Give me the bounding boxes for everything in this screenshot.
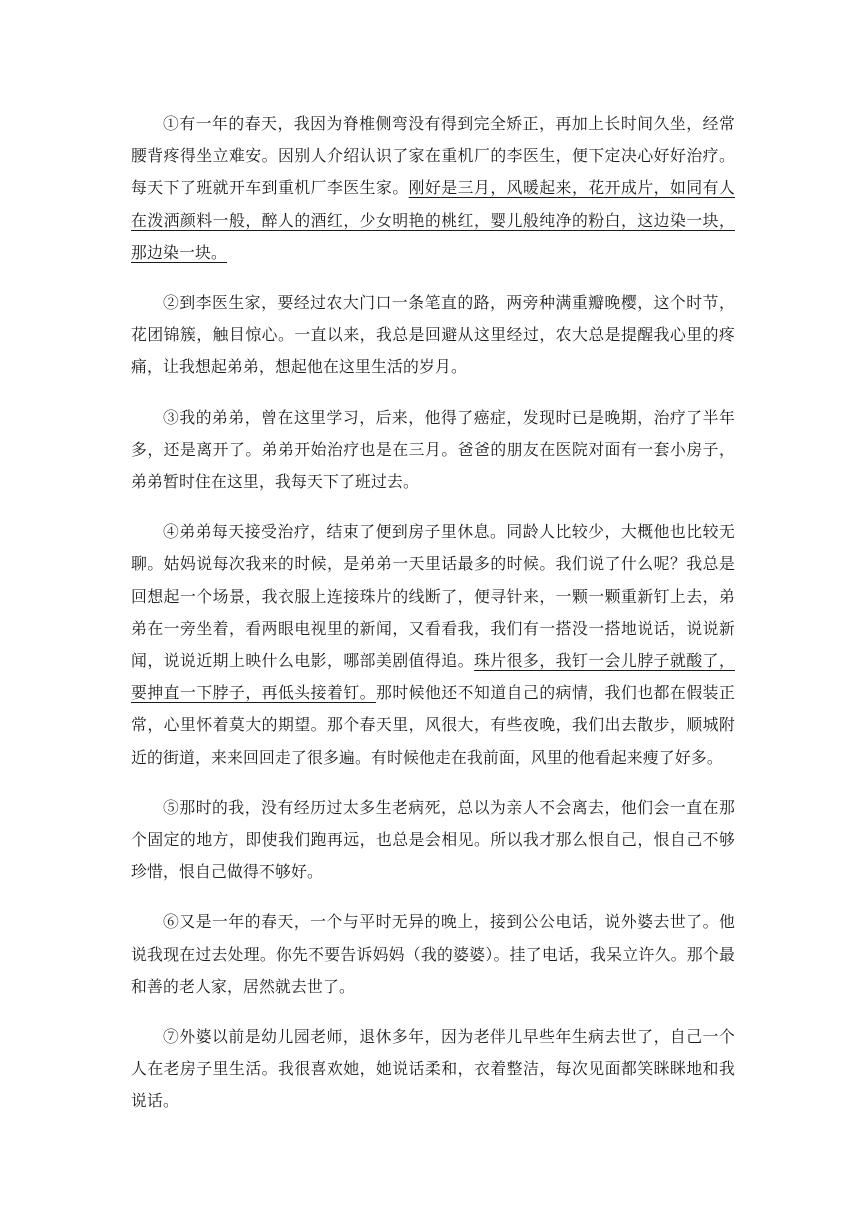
- paragraph-7-text: ⑦外婆以前是幼儿园老师，退休多年，因为老伴儿早些年生病去世了，自己一个人在老房子里生活。我很喜欢她，她说话柔和，衣着整洁，每次见面都笑眯眯地和我说话。: [131, 1027, 735, 1111]
- paragraph-2: [131, 287, 735, 384]
- article-body: [131, 108, 735, 1136]
- paragraph-1: [131, 108, 735, 269]
- paragraph-4: [131, 516, 735, 774]
- paragraph-5-text: ⑤那时的我，没有经历过太多生老病死，总以为亲人不会离去，他们会一直在那个固定的地方，即使我们跑再远，也总是会相见。所以我才那么恨自己，恨自己不够珍惜，恨自己做得不够好。: [131, 797, 735, 882]
- paragraph-2-text: ②到李医生家，要经过农大门口一条笔直的路，两旁种满重瓣晚樱，这个时节，花团锦簇，触目惊心。一直以来，我总是回避从这里经过，农大总是提醒我心里的疼痛，让我想起弟弟，想起他在这里生活的岁月。: [131, 293, 735, 377]
- paragraph-1-underlined-text: 刚好是三月，风暖起来，花开成片，如同有人在泼洒颜料一般，醉人的酒红，少女明艳的桃红，婴儿般纯净的粉白，这边染一块，那边染一块。: [131, 178, 735, 262]
- paragraph-6: [131, 906, 735, 1003]
- paragraph-4-underlined-text: 珠片很多，我钉一会儿脖子就酸了，要抻直一下脖子，再低头接着钉。: [131, 651, 735, 703]
- paragraph-1-text: ①有一年的春天，我因为脊椎侧弯没有得到完全矫正，再加上长时间久坐，经常腰背疼得坐立难安。因别人介绍认识了家在重机厂的李医生，便下定决心好好治疗。每天下了班就开车到重机厂李医生家。: [131, 114, 735, 198]
- paragraph-4-text-a: ④弟弟每天接受治疗，结束了便到房子里休息。同龄人比较少，大概他也比较无聊。姑妈说每次我来的时候，是弟弟一天里话最多的时候。我们说了什么呢？我总是回想起一个场景，我衣服上连接珠片的线断了，便寻针来，一颗一颗重新钉上去，弟弟在一旁坐着，看两眼电视里的新闻，又看看我，我们有一搭没一搭地说话，说说新闻，说说近期上映什么电影，哪部美剧值得追。: [131, 522, 735, 671]
- paragraph-6-text: ⑥又是一年的春天，一个与平时无异的晚上，接到公公电话，说外婆去世了。他说我现在过去处理。你先不要告诉妈妈（我的婆婆）。挂了电话，我呆立许久。那个最和善的老人家，居然就去世了。: [131, 912, 735, 996]
- paragraph-4-text-b: 那时候他还不知道自己的病情，我们也都在假装正常，心里怀着莫大的期望。那个春天里，风很大，有些夜晚，我们出去散步，顺城附近的街道，来来回回走了很多遍。有时候他走在我前面，风里的他看起来瘦了好多。: [131, 683, 735, 767]
- paragraph-3: [131, 402, 735, 499]
- paragraph-5: [131, 792, 735, 889]
- paragraph-7: [131, 1021, 735, 1118]
- paragraph-3-text: ③我的弟弟，曾在这里学习，后来，他得了癌症，发现时已是晚期，治疗了半年多，还是离开了。弟弟开始治疗也是在三月。爸爸的朋友在医院对面有一套小房子，弟弟暂时住在这里，我每天下了班过去。: [131, 407, 735, 492]
